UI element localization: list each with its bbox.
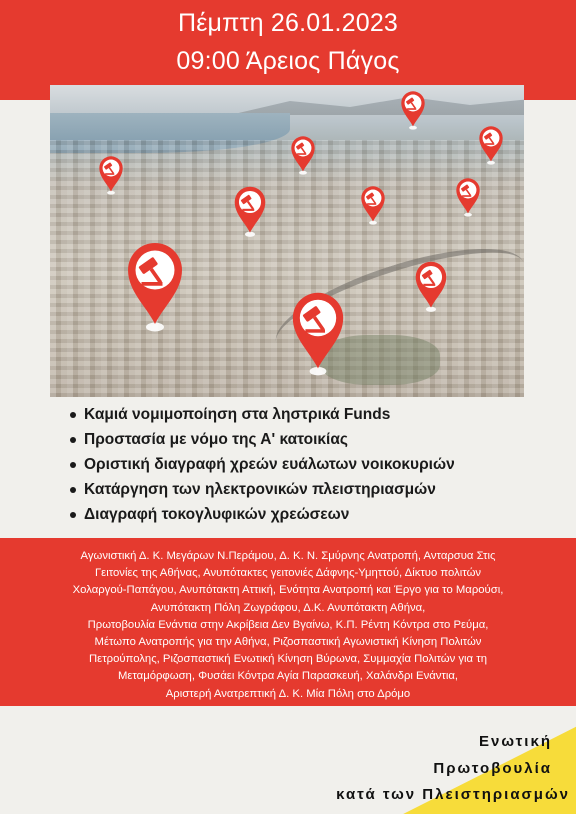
initiative-name-line3: κατά των Πλειστηριασμών [336, 786, 570, 803]
event-time-place: 09:00 Άρειος Πάγος [176, 47, 400, 75]
event-date: Πέμπτη 26.01.2023 [177, 9, 399, 37]
demand-item: Κατάργηση των ηλεκτρονικών πλειστηριασμών [70, 477, 560, 502]
demand-item: Διαγραφή τοκογλυφικών χρεώσεων [70, 502, 560, 527]
gavel-pin-icon [360, 185, 386, 225]
gavel-pin-icon [98, 155, 124, 195]
org-line: Μεταμόρφωση, Φυσάει Κόντρα Αγία Παρασκευή, Χαλάνδρι Ενάντια, [117, 670, 459, 683]
initiative-name-line2: Πρωτοβουλία [433, 760, 552, 777]
gavel-pin-icon [290, 290, 346, 377]
gavel-pin-icon [400, 90, 426, 130]
gavel-pin-icon [414, 260, 448, 313]
initiative-name-line1: Ενωτική [479, 733, 552, 750]
gavel-pin-icon [478, 125, 504, 165]
gavel-pin-icon [233, 185, 267, 238]
org-line: Πετρούπολης, Ριζοσπαστική Ενωτική Κίνηση Βύρωνα, Συμμαχία Πολιτών για τη [89, 653, 487, 666]
gavel-pin-icon [125, 240, 185, 333]
demands-list [70, 402, 560, 527]
org-line: Ανυπότακτη Πόλη Ζωγράφου, Δ.Κ. Ανυπότακτη Αθήνα, [150, 601, 426, 614]
photo-mountains [230, 95, 524, 115]
org-line: Πρωτοβουλία Ενάντια στην Ακρίβεια Δεν Βγαίνω, Κ.Π. Ρέντη Κόντρα στο Ρεύμα, [87, 618, 489, 631]
org-line: Αριστερή Ανατρεπτική Δ. Κ. Μία Πόλη στο Δρόμο [165, 687, 411, 700]
gavel-pin-icon [455, 177, 481, 217]
demand-item: Οριστική διαγραφή χρεών ευάλωτων νοικοκυριών [70, 452, 560, 477]
demand-item: Καμιά νομιμοποίηση στα ληστρικά Funds [70, 402, 560, 427]
org-line: Μέτωπο Ανατροπής για την Αθήνα, Ριζοσπαστική Αγωνιστική Κίνηση Πολιτών [94, 636, 482, 649]
org-line: Γειτονίες της Αθήνας, Ανυπότακτες γειτονιές Δάφνης-Υμηττού, Δίκτυο πολιτών [94, 567, 482, 580]
city-aerial-photo [50, 85, 524, 397]
gavel-pin-icon [290, 135, 316, 175]
org-line: Αγωνιστική Δ. Κ. Μεγάρων Ν.Περάμου, Δ. Κ. Ν. Σμύρνης Ανατροπή, Ανταρσυα Στις [80, 550, 496, 562]
org-line: Χολαργού-Παπάγου, Ανυπότακτη Αττική, Ενότητα Ανατροπή και Έργο για το Μαρούσι, [72, 584, 504, 597]
demand-item: Προστασία με νόμο της Α' κατοικίας [70, 427, 560, 452]
organizations-list [8, 548, 568, 703]
